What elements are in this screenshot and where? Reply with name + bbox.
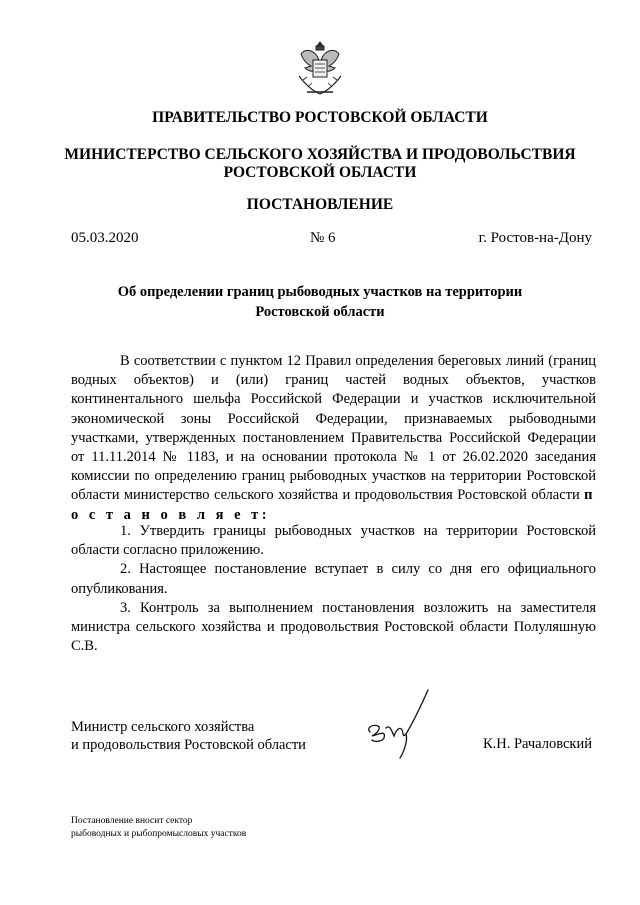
government-name: ПРАВИТЕЛЬСТВО РОСТОВСКОЙ ОБЛАСТИ — [152, 109, 488, 126]
document-city: г. Ростов-на-Дону — [478, 230, 592, 246]
document-subject — [0, 282, 640, 322]
document-type: ПОСТАНОВЛЕНИЕ — [246, 196, 394, 213]
signatory-position — [71, 718, 306, 754]
document-number: № 6 — [310, 230, 336, 246]
decree-item: 1. Утвердить границы рыбоводных участков на территории Ростовской области согласно приложению. — [71, 523, 596, 559]
decree-item: 2. Настоящее постановление вступает в силу со дня его официального опубликования. — [71, 561, 596, 597]
preamble-paragraph — [71, 352, 596, 525]
coat-of-arms-icon — [297, 40, 343, 98]
signatory-position-line2: и продовольствия Ростовской области — [71, 737, 306, 753]
ministry-name-line2: РОСТОВСКОЙ ОБЛАСТИ — [223, 164, 417, 181]
handwritten-signature — [362, 684, 437, 762]
ministry-name — [0, 146, 640, 182]
subject-line1: Об определении границ рыбоводных участков на территории — [117, 284, 523, 300]
preamble-text: В соответствии с пунктом 12 Правил определения береговых линий (границ водных объектов) и (или) границ частей водных объектов, участков континентального шельфа Российской Федерации и участков исключительной экономической зоны Российской Федерации, признаваемых рыбоводными участками, утвержденных постановлением Правительства Российской Федерации от 11.11.2014 № 1183, и на основании протокола № 1 от 26.02.2020 заседания комиссии по определению границ рыбоводных участков на территории Ростовской области министерство сельского хозяйства и продовольствия Ростовской области — [71, 353, 596, 504]
decree-word: п о с т а н о в л я е т: — [71, 487, 596, 523]
footer-note — [71, 815, 246, 841]
subject-line2: Ростовской области — [255, 304, 385, 320]
signatory-position-line1: Министр сельского хозяйства — [71, 719, 255, 735]
decree-item: 3. Контроль за выполнением постановления возложить на заместителя министра сельского хозяйства и продовольствия Ростовской области Полуляшную С.В. — [71, 599, 596, 655]
footer-line1: Постановление вносит сектор — [71, 816, 193, 826]
document-date: 05.03.2020 — [71, 230, 139, 246]
signatory-name: К.Н. Рачаловский — [482, 736, 592, 752]
ministry-name-line1: МИНИСТЕРСТВО СЕЛЬСКОГО ХОЗЯЙСТВА И ПРОДОВОЛЬСТВИЯ — [64, 146, 576, 163]
footer-line2: рыбоводных и рыбопромысловых участков — [71, 829, 247, 839]
decree-items — [71, 522, 596, 656]
